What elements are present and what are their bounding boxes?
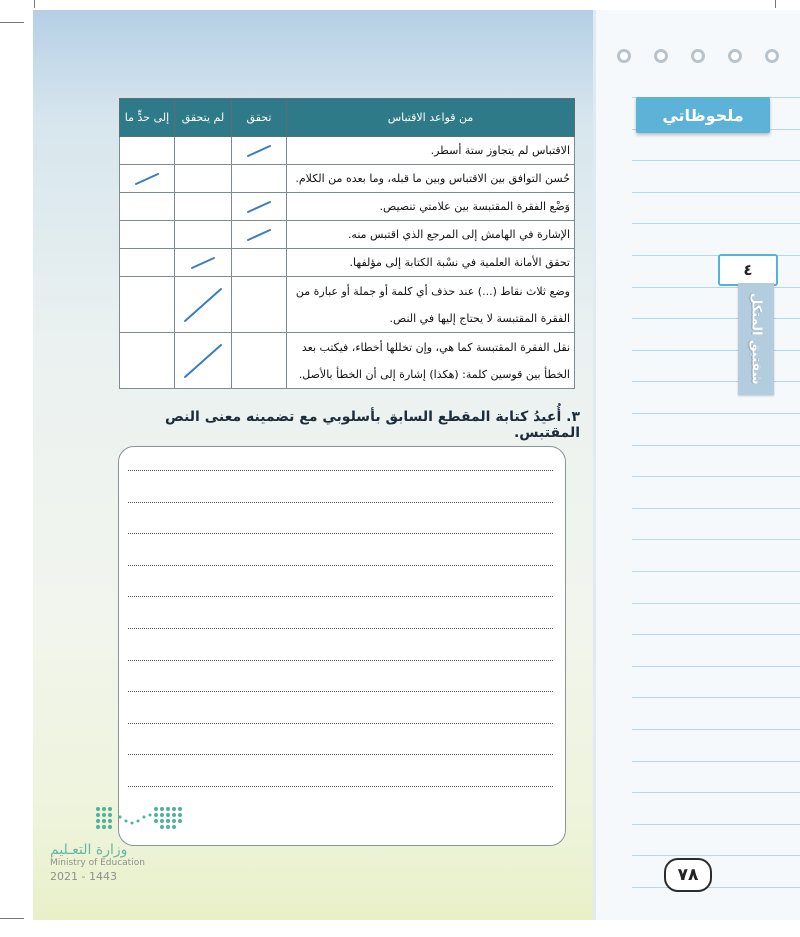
answer-line[interactable] — [128, 754, 553, 755]
binder-ring-icon — [654, 49, 668, 63]
notebook-line — [632, 571, 800, 572]
ministry-logo-icon — [94, 803, 186, 837]
crop-mark — [0, 22, 24, 23]
check-mark-icon — [182, 286, 224, 324]
notebook-line — [632, 381, 800, 382]
notebook-line — [632, 192, 800, 193]
page-number: ٧٨ — [664, 858, 712, 892]
check-cell-achieved[interactable] — [232, 165, 287, 193]
check-cell-partial[interactable] — [120, 137, 175, 165]
check-cell-achieved[interactable] — [232, 333, 287, 389]
check-cell-not-achieved[interactable] — [175, 277, 232, 333]
check-cell-not-achieved[interactable] — [175, 221, 232, 249]
check-cell-achieved[interactable] — [232, 277, 287, 333]
notebook-line — [632, 603, 800, 604]
table-row — [120, 193, 575, 221]
binder-ring-icon — [617, 49, 631, 63]
answer-line[interactable] — [128, 470, 553, 471]
check-mark-icon — [245, 143, 273, 159]
check-cell-partial[interactable] — [120, 249, 175, 277]
rule-text: حُسن التوافق بين الاقتباس وبين ما قبله، وما بعده من الكلام. — [287, 165, 575, 193]
check-cell-not-achieved[interactable] — [175, 249, 232, 277]
notebook-line — [632, 824, 800, 825]
notebook-line — [632, 887, 800, 888]
answer-line[interactable] — [128, 786, 553, 787]
notebook-line — [632, 318, 800, 319]
table-row — [120, 333, 575, 389]
unit-name: شفتيق المتكل — [748, 293, 764, 385]
check-cell-achieved[interactable] — [232, 221, 287, 249]
rule-text: الاقتباس لم يتجاوز ستة أسطر. — [287, 137, 575, 165]
table-header-row — [120, 99, 575, 137]
rule-text: نقل الفقرة المقتبسة كما هي، وإن تخللها أخطاء، فيكتب بعد الخطأ بين قوسين كلمة: (هكذا) إشارة إلى أن الخطأ بالأصل. — [287, 333, 575, 389]
notebook-line — [632, 634, 800, 635]
answer-line[interactable] — [128, 723, 553, 724]
answer-line[interactable] — [128, 502, 553, 503]
check-mark-icon — [133, 171, 161, 187]
header-achieved: تحقق — [232, 99, 287, 137]
notebook-line — [632, 445, 800, 446]
header-partial: إلى حدٍّ ما — [120, 99, 175, 137]
notebook-line — [632, 160, 800, 161]
crop-mark — [34, 0, 35, 8]
crop-mark — [0, 918, 24, 919]
notebook-line — [632, 350, 800, 351]
check-cell-partial[interactable] — [120, 333, 175, 389]
check-cell-achieved[interactable] — [232, 137, 287, 165]
notes-title: ملحوظاتي — [636, 97, 770, 133]
notebook-line — [632, 508, 800, 509]
notebook-line — [632, 697, 800, 698]
notebook-line — [632, 413, 800, 414]
table-row — [120, 137, 575, 165]
check-cell-achieved[interactable] — [232, 249, 287, 277]
header-rule: من قواعد الاقتباس — [287, 99, 575, 137]
table-row — [120, 221, 575, 249]
check-mark-icon — [245, 199, 273, 215]
table-row — [120, 277, 575, 333]
unit-tab — [738, 283, 774, 395]
rule-text: وضع ثلاث نقاط (...) عند حذف أي كلمة أو جملة أو عبارة من الفقرة المقتبسة لا يحتاج إليها في النص. — [287, 277, 575, 333]
table-row — [120, 165, 575, 193]
check-cell-not-achieved[interactable] — [175, 193, 232, 221]
question-3: ٣. أُعيدُ كتابة المقطع السابق بأسلوبي مع تضمينه معنى النص المقتبس. — [164, 409, 580, 441]
binder-ring-icon — [691, 49, 705, 63]
answer-line[interactable] — [128, 533, 553, 534]
check-cell-not-achieved[interactable] — [175, 137, 232, 165]
ministry-year: 2021 - 1443 — [50, 870, 117, 883]
unit-number: ٤ — [718, 254, 778, 286]
rule-text: وَضْع الفقرة المقتبسة بين علامتي تنصيص. — [287, 193, 575, 221]
header-not-achieved: لم يتحقق — [175, 99, 232, 137]
check-cell-not-achieved[interactable] — [175, 333, 232, 389]
notebook-line — [632, 792, 800, 793]
check-mark-icon — [189, 255, 217, 271]
check-cell-achieved[interactable] — [232, 193, 287, 221]
notebook-line — [632, 539, 800, 540]
check-cell-partial[interactable] — [120, 193, 175, 221]
ministry-name-en: Ministry of Education — [50, 858, 145, 868]
crop-mark — [775, 0, 776, 8]
notebook-line — [632, 476, 800, 477]
rule-text: الإشارة في الهامش إلى المرجع الذي اقتبس منه. — [287, 221, 575, 249]
check-cell-partial[interactable] — [120, 165, 175, 193]
notebook-line — [632, 761, 800, 762]
answer-line[interactable] — [128, 628, 553, 629]
notebook-line — [632, 223, 800, 224]
binder-ring-icon — [765, 49, 779, 63]
binder-ring-icon — [728, 49, 742, 63]
check-cell-partial[interactable] — [120, 221, 175, 249]
check-mark-icon — [182, 342, 224, 380]
notebook-line — [632, 287, 800, 288]
check-mark-icon — [245, 227, 273, 243]
answer-line[interactable] — [128, 660, 553, 661]
answer-line[interactable] — [128, 565, 553, 566]
rule-text: تحقق الأمانة العلمية في نسْبة الكتابة إلى مؤلفها. — [287, 249, 575, 277]
notebook-line — [632, 855, 800, 856]
check-cell-partial[interactable] — [120, 277, 175, 333]
notebook-line — [632, 666, 800, 667]
notes-column — [593, 10, 800, 920]
notebook-line — [632, 729, 800, 730]
table-row — [120, 249, 575, 277]
ministry-name-ar: وزارة التعـليم — [50, 842, 128, 858]
answer-line[interactable] — [128, 596, 553, 597]
check-cell-not-achieved[interactable] — [175, 165, 232, 193]
answer-line[interactable] — [128, 691, 553, 692]
quotation-rules-table — [119, 98, 575, 389]
